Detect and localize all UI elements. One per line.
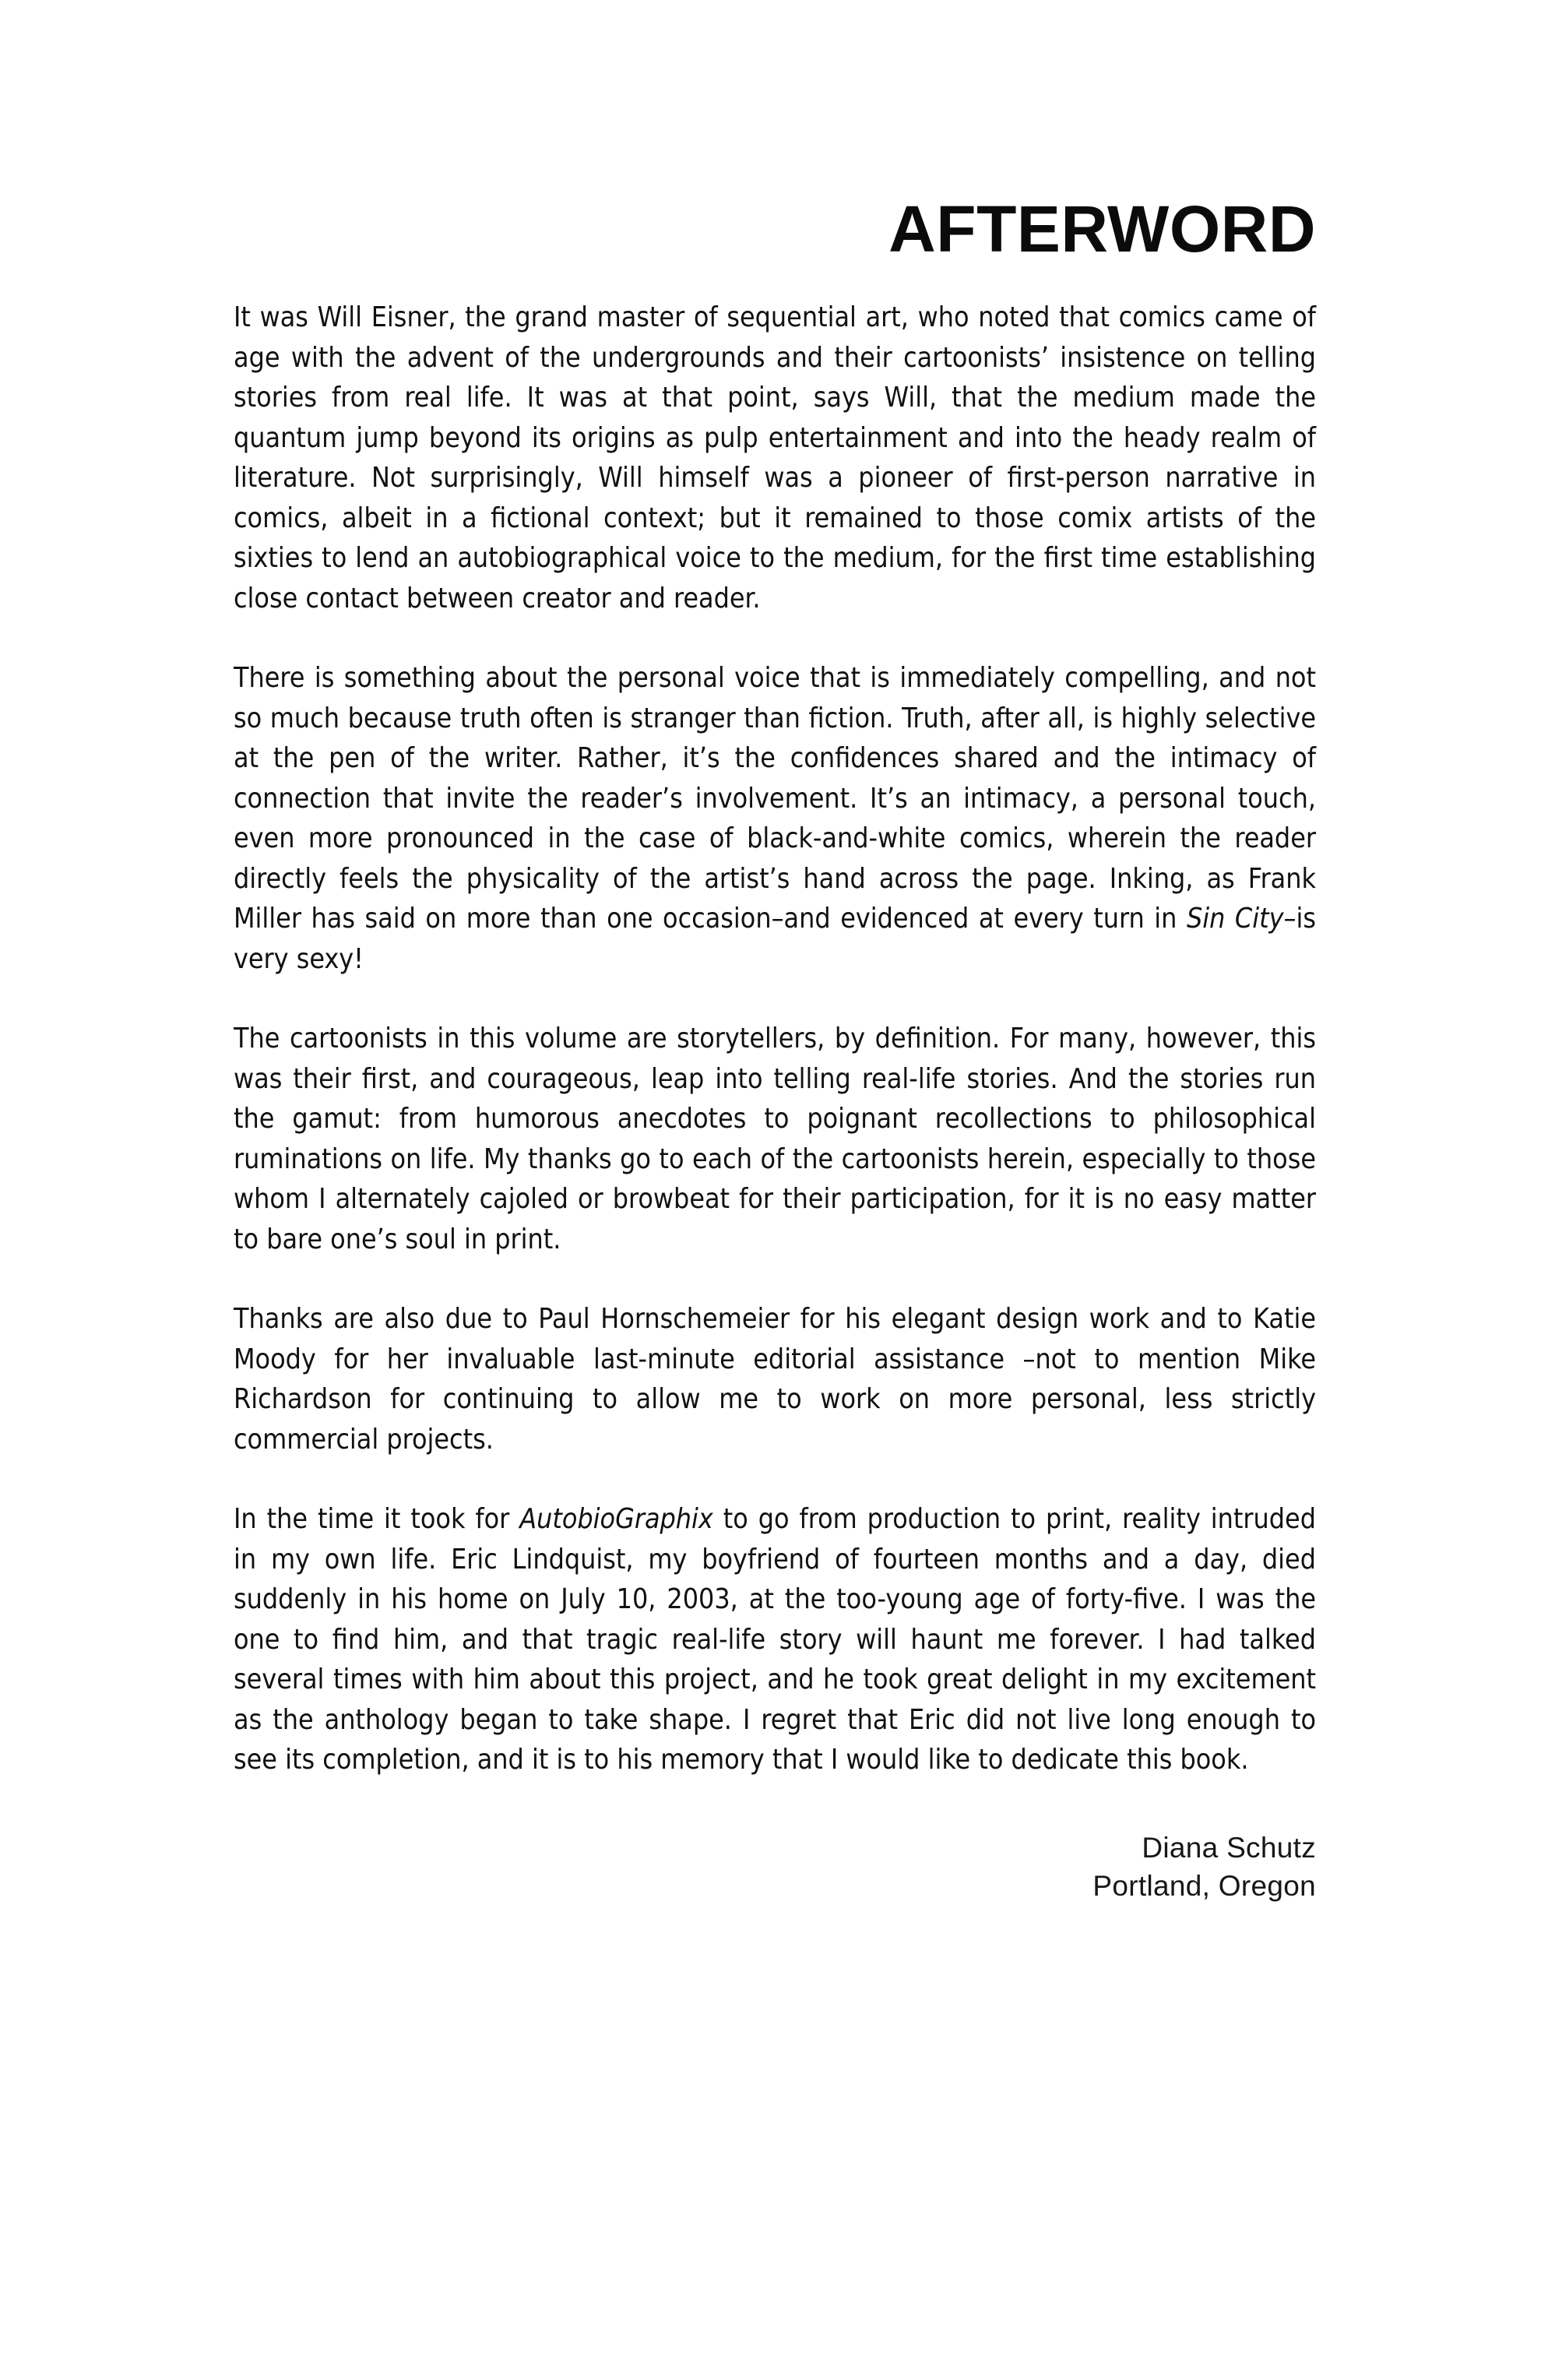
signature-name: Diana Schutz — [1142, 1831, 1316, 1864]
signature-location: Portland, Oregon — [1092, 1869, 1316, 1902]
paragraph: The cartoonists in this volume are storytellers, by definition. For many, however, this was their first, and courageous, leap into telling real-life stories. And the stories run the gamut: from humorous anecdotes to poignant recollections to philosophical ruminations on life. My thanks go to each of the cartoonists herein, especially to those whom I alternately cajoled or browbeat for their participation, for it is no easy matter to bare one’s soul in print. — [234, 1023, 1316, 1255]
paragraph: There is something about the personal voice that is immediately compelling, and not so much because truth often is stranger than fiction. Truth, after all, is highly selective at the pen of the writer. Rather, it’s the confidences shared and the intimacy of connection that invite the reader’s involvement. It’s an intimacy, a personal touch, even more pronounced in the case of black-and-white comics, wherein the reader directly feels the physicality of the artist’s hand across the page. Inking, as Frank Miller has said on more than one occasion–and evidenced at every turn in Sin City–is very sexy! — [234, 662, 1316, 975]
page-title: AFTERWORD — [888, 192, 1316, 266]
paragraph: In the time it took for AutobioGraphix to go from production to print, reality intruded in my own life. Eric Lindquist, my boyfriend of fourteen months and a day, died suddenly in his home on July 10, 2003, at the too-young age of forty-five. I was the one to find him, and that tragic real-life story will haunt me forever. I had talked several times with him about this project, and he took great delight in my excitement as the anthology began to take shape. I regret that Eric did not live long enough to see its completion, and it is to his memory that I would like to dedicate this book. — [234, 1503, 1316, 1776]
italic-title: AutobioGraphix — [519, 1503, 713, 1535]
italic-title: Sin City — [1186, 903, 1284, 935]
signature-block — [234, 1829, 1316, 1905]
paragraph: It was Will Eisner, the grand master of sequential art, who noted that comics came of age with the advent of the undergrounds and their cartoonists’ insistence on telling stories from real life. It was at that point, says Will, that the medium made the quantum jump beyond its origins as pulp entertainment and into the heady realm of literature. Not surprisingly, Will himself was a pioneer of first-person narrative in comics, albeit in a fictional context; but it remained to those comix artists of the sixties to lend an autobiographical voice to the medium, for the first time establishing close contact between creator and reader. — [234, 301, 1316, 614]
body-text — [234, 298, 1316, 1780]
text-column — [234, 193, 1316, 1905]
paragraph: Thanks are also due to Paul Hornschemeier for his elegant design work and to Katie Moody for her invaluable last-minute editorial assistance –not to mention Mike Richardson for continuing to allow me to work on more personal, less strictly commercial projects. — [234, 1303, 1316, 1456]
